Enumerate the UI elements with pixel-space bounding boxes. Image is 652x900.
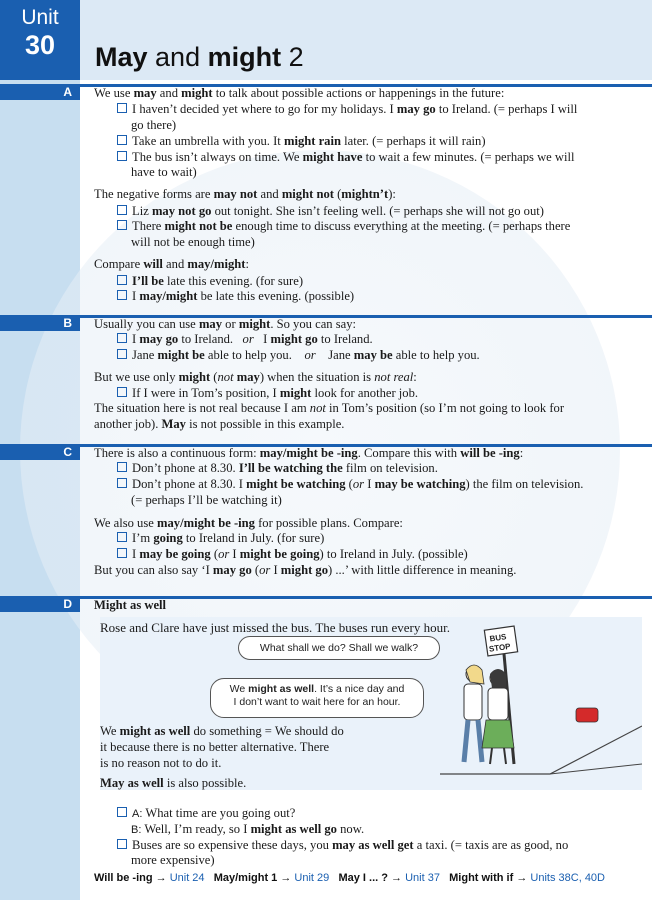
link-unit-37[interactable]: Unit 37 bbox=[405, 872, 440, 884]
title-may: May bbox=[95, 42, 148, 72]
bullet-box-icon bbox=[117, 349, 127, 359]
person-2-body bbox=[488, 688, 508, 720]
bullet-box-icon bbox=[117, 220, 127, 230]
arrow-icon: → bbox=[280, 872, 292, 884]
person-2-leg-left bbox=[490, 748, 492, 764]
title-number: 2 bbox=[281, 42, 304, 72]
b-example-2: Jane might be able to help you. or Jane may be able to help you. bbox=[117, 348, 480, 364]
ref-may-i: May I ... ? bbox=[338, 872, 388, 884]
c-example-4: I may be going (or I might be going) to Ireland in July. (possible) bbox=[117, 547, 468, 563]
bus-stop-sign-line-1: BUS bbox=[488, 632, 507, 644]
person-1-body bbox=[464, 684, 482, 720]
bullet-box-icon bbox=[117, 839, 127, 849]
a-example-3: The bus isn’t always on time. We might have to wait a few minutes. (= perhaps we will bbox=[117, 150, 575, 166]
bullet-box-icon bbox=[117, 333, 127, 343]
section-a-label: A bbox=[0, 84, 80, 100]
a-example-5-cont: will not be enough time) bbox=[131, 235, 255, 249]
d-definition-2: it because there is no better alternative. There bbox=[100, 740, 330, 754]
bus-stop-illustration bbox=[430, 624, 642, 790]
arrow-icon: → bbox=[516, 872, 528, 884]
c-intro: There is also a continuous form: may/might be -ing. Compare this with will be -ing: bbox=[94, 446, 524, 460]
d-example-2: Buses are so expensive these days, you may as well get a taxi. (= taxis are as good, no bbox=[117, 838, 568, 854]
a-example-4: Liz may not go out tonight. She isn’t feeling well. (= perhaps she will not go out) bbox=[117, 204, 544, 220]
cross-references bbox=[94, 872, 605, 884]
bullet-box-icon bbox=[117, 135, 127, 145]
b-example-3: If I were in Tom’s position, I might look for another job. bbox=[117, 386, 418, 402]
bubble-2-line-1: We might as well. It’s a nice day and bbox=[229, 683, 405, 695]
section-d-label: D bbox=[0, 596, 80, 612]
d-definition-1: We might as well do something = We should do bbox=[100, 724, 344, 738]
bullet-box-icon bbox=[117, 807, 127, 817]
speech-bubble-2 bbox=[210, 678, 424, 718]
c-plans: We also use may/might be -ing for possible plans. Compare: bbox=[94, 516, 403, 530]
d-may-as-well: May as well is also possible. bbox=[100, 776, 247, 790]
person-1-hair bbox=[466, 665, 484, 684]
arrow-icon: → bbox=[391, 872, 403, 884]
title-might: might bbox=[207, 42, 282, 72]
unit-label: Unit bbox=[21, 6, 59, 29]
title-and: and bbox=[147, 42, 208, 72]
bullet-box-icon bbox=[117, 462, 127, 472]
person-1-leg-left bbox=[464, 720, 468, 762]
bullet-box-icon bbox=[117, 275, 127, 285]
ref-may-might-1: May/might 1 bbox=[213, 872, 278, 884]
a-example-1: I haven’t decided yet where to go for my holidays. I may go to Ireland. (= perhaps I will bbox=[117, 102, 577, 118]
bus-stop-sign-line-2: STOP bbox=[488, 641, 512, 654]
ref-will-be-ing: Will be -ing bbox=[94, 872, 153, 884]
a-example-7: I may/might be late this evening. (possible) bbox=[117, 289, 354, 305]
c-example-2-cont: (= perhaps I’ll be watching it) bbox=[131, 493, 282, 507]
a-example-2: Take an umbrella with you. It might rain later. (= perhaps it will rain) bbox=[117, 134, 486, 150]
c-example-3: I’m going to Ireland in July. (for sure) bbox=[117, 531, 324, 547]
bullet-box-icon bbox=[117, 290, 127, 300]
link-units-38c-40d[interactable]: Units 38C, 40D bbox=[530, 872, 605, 884]
page-title bbox=[95, 42, 304, 73]
bullet-box-icon bbox=[117, 548, 127, 558]
bullet-box-icon bbox=[117, 478, 127, 488]
bullet-box-icon bbox=[117, 103, 127, 113]
b-only-might: But we use only might (not may) when the situation is not real: bbox=[94, 370, 417, 384]
road-edge bbox=[550, 764, 642, 774]
bubble-2-line-2: I don’t want to wait here for an hour. bbox=[233, 696, 401, 708]
speech-bubble-1: What shall we do? Shall we walk? bbox=[238, 636, 440, 660]
unit-badge bbox=[0, 0, 80, 80]
b-explanation-1: The situation here is not real because I am not in Tom’s position (so I’m not going to look for bbox=[94, 401, 565, 415]
b-example-1: I may go to Ireland. or I might go to Ireland. bbox=[117, 332, 373, 348]
d-definition-3: is no reason not to do it. bbox=[100, 756, 222, 770]
a-example-6: I’ll be late this evening. (for sure) bbox=[117, 274, 303, 290]
d-example-2-cont: more expensive) bbox=[131, 853, 215, 867]
bullet-box-icon bbox=[117, 387, 127, 397]
c-example-1: Don’t phone at 8.30. I’ll be watching the film on television. bbox=[117, 461, 438, 477]
bus-icon bbox=[576, 708, 598, 722]
c-example-2: Don’t phone at 8.30. I might be watching (or I may be watching) the film on television. bbox=[117, 477, 583, 493]
d-dialogue-b: B: Well, I’m ready, so I might as well go now. bbox=[131, 822, 365, 836]
b-explanation-2: another job). May is not possible in this example. bbox=[94, 417, 345, 431]
a-compare: Compare will and may/might: bbox=[94, 257, 249, 271]
person-2-hair bbox=[490, 669, 506, 690]
a-negative: The negative forms are may not and might not (mightn’t): bbox=[94, 187, 396, 201]
a-example-5: There might not be enough time to discuss everything at the meeting. (= perhaps there bbox=[117, 219, 570, 235]
person-1-leg-right bbox=[478, 720, 482, 762]
speaker-b-label: B: bbox=[131, 824, 142, 836]
section-b-label: B bbox=[0, 315, 80, 331]
a-intro: We use may and might to talk about possible actions or happenings in the future: bbox=[94, 86, 505, 100]
link-unit-24[interactable]: Unit 24 bbox=[169, 872, 205, 884]
link-unit-29[interactable]: Unit 29 bbox=[294, 872, 330, 884]
bullet-box-icon bbox=[117, 205, 127, 215]
d-heading: Might as well bbox=[94, 598, 167, 612]
unit-number: 30 bbox=[24, 30, 56, 60]
arrow-icon: → bbox=[155, 872, 167, 884]
bullet-box-icon bbox=[117, 151, 127, 161]
d-dialogue-a: A: What time are you going out? bbox=[117, 806, 295, 823]
c-also: But you can also say ‘I may go (or I might go) ...’ with little difference in meaning. bbox=[94, 563, 517, 577]
b-intro: Usually you can use may or might. So you can say: bbox=[94, 317, 357, 331]
section-c-label: C bbox=[0, 444, 80, 460]
ref-might-with-if: Might with if bbox=[449, 872, 514, 884]
d-story: Rose and Clare have just missed the bus. The buses run every hour. bbox=[100, 620, 450, 635]
bullet-box-icon bbox=[117, 532, 127, 542]
a-example-1-cont: go there) bbox=[131, 118, 177, 132]
a-example-3-cont: have to wait) bbox=[131, 165, 197, 179]
person-2-leg-right bbox=[504, 748, 506, 764]
person-2-skirt bbox=[482, 720, 514, 748]
speaker-a-label: A: bbox=[132, 808, 143, 820]
